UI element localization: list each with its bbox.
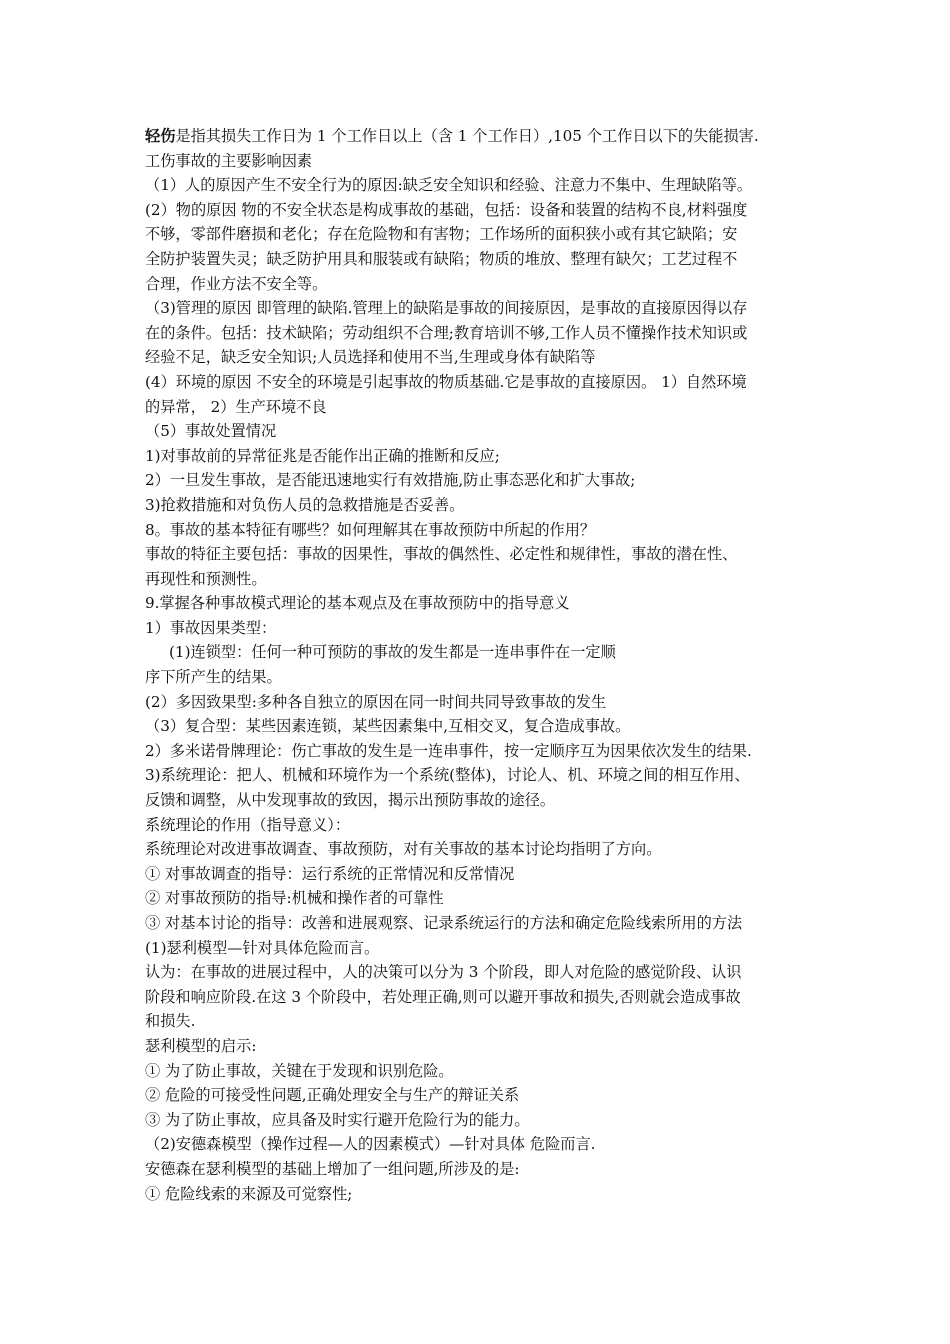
document-line: ② 危险的可接受性问题,正确处理安全与生产的辩证关系 [145,1086,520,1105]
document-line: 2）一旦发生事故，是否能迅速地实行有效措施,防止事态恶化和扩大事故; [145,471,636,490]
document-line: 阶段和响应阶段.在这 3 个阶段中，若处理正确,则可以避开事故和损失,否则就会造成事故 [145,987,741,1006]
document-line: 1)对事故前的异常征兆是否能作出正确的推断和反应; [145,446,500,465]
document-line: ① 危险线索的来源及可觉察性; [145,1184,353,1203]
document-line: ③ 对基本讨论的指导：改善和进展观察、记录系统运行的方法和确定危险线索所用的方法 [145,914,743,932]
bold-term: 轻伤 [145,127,176,145]
document-line: 系统理论的作用（指导意义）： [145,815,351,834]
document-line: （1）人的原因产生不安全行为的原因:缺乏安全知识和经验、注意力不集中、生理缺陷等。 [145,176,753,195]
document-line: 安德森在瑟利模型的基础上增加了一组问题,所涉及的是: [145,1159,520,1178]
document-line: （3)管理的原因 即管理的缺陷.管理上的缺陷是事故的间接原因，是事故的直接原因得以存 [145,299,748,318]
document-line: 认为：在事故的进展过程中，人的决策可以分为 3 个阶段，即人对危险的感觉阶段、认识 [145,963,742,982]
document-line: 再现性和预测性。 [145,569,267,588]
document-line: （2)安德森模型（操作过程—人的因素模式）—针对具体 危险而言. [145,1135,596,1154]
document-line: ① 为了防止事故，关键在于发现和识别危险。 [145,1061,454,1080]
document-line: 和损失. [145,1012,196,1031]
document-line: （3）复合型：某些因素连锁，某些因素集中,互相交叉，复合造成事故。 [145,717,631,736]
document-line: (4）环境的原因 不安全的环境是引起事故的物质基础.它是事故的直接原因。 1）自然环境 [145,372,747,391]
document-line: 3)系统理论：把人、机械和环境作为一个系统(整体)，讨论人、机、环境之间的相互作用、 [145,766,750,785]
document-line: 的异常， 2）生产环境不良 [145,397,327,416]
document-line: 工伤事故的主要影响因素 [145,151,313,170]
document-line: 不够，零部件磨损和老化；存在危险物和有害物；工作场所的面积狭小或有其它缺陷；安 [145,225,738,244]
document-line: 全防护装置失灵；缺乏防护用具和服装或有缺陷；物质的堆放、整理有缺欠；工艺过程不 [145,249,738,268]
document-line: 反馈和调整，从中发现事故的致因，揭示出预防事故的途径。 [145,791,556,810]
document-line: (2）物的原因 物的不安全状态是构成事故的基础，包括：设备和装置的结构不良,材料强度 [145,200,748,219]
document-line: 序下所产生的结果。 [145,668,282,687]
document-line: ① 对事故调查的指导：运行系统的正常情况和反常情况 [145,864,515,883]
document-line: 经验不足，缺乏安全知识;人员选择和使用不当,生理或身体有缺陷等 [145,348,596,367]
document-page [145,124,817,1206]
document-line: 合理，作业方法不安全等。 [145,274,328,293]
document-line: （5）事故处置情况 [145,422,277,441]
document-line: 8。事故的基本特征有哪些？如何理解其在事故预防中所起的作用？ [145,520,596,539]
document-line: ③ 为了防止事故，应具备及时实行避开危险行为的能力。 [145,1110,530,1129]
document-line-indented: (1)连锁型：任何一种可预防的事故的发生都是一连串事件在一定顺 [169,643,616,662]
document-line: 瑟利模型的启示: [145,1036,257,1055]
document-line: 9.掌握各种事故模式理论的基本观点及在事故预防中的指导意义 [145,594,570,613]
document-line: 在的条件。包括：技术缺陷；劳动组织不合理;教育培训不够,工作人员不懂操作技术知识或 [145,323,748,342]
document-line: 1）事故因果类型： [145,618,277,637]
definition-text: 是指其损失工作日为 1 个工作日以上（含 1 个工作日）,105 个工作日以下的失能损害. [175,127,759,145]
document-line: 事故的特征主要包括：事故的因果性，事故的偶然性、必定性和规律性，事故的潜在性、 [145,545,738,564]
document-line: ② 对事故预防的指导:机械和操作者的可靠性 [145,889,444,908]
document-line: 系统理论对改进事故调查、事故预防，对有关事故的基本讨论均指明了方向。 [145,840,662,859]
document-line: 2）多米诺骨牌理论：伤亡事故的发生是一连串事件，按一定顺序互为因果依次发生的结果. [145,741,752,760]
document-line: (1)瑟利模型—针对具体危险而言。 [145,938,380,957]
document-line: (2）多因致果型:多种各自独立的原因在同一时间共同导致事故的发生 [145,692,607,711]
document-line: 3)抢救措施和对负伤人员的急救措施是否妥善。 [145,495,465,514]
document-line-0 [145,124,817,149]
